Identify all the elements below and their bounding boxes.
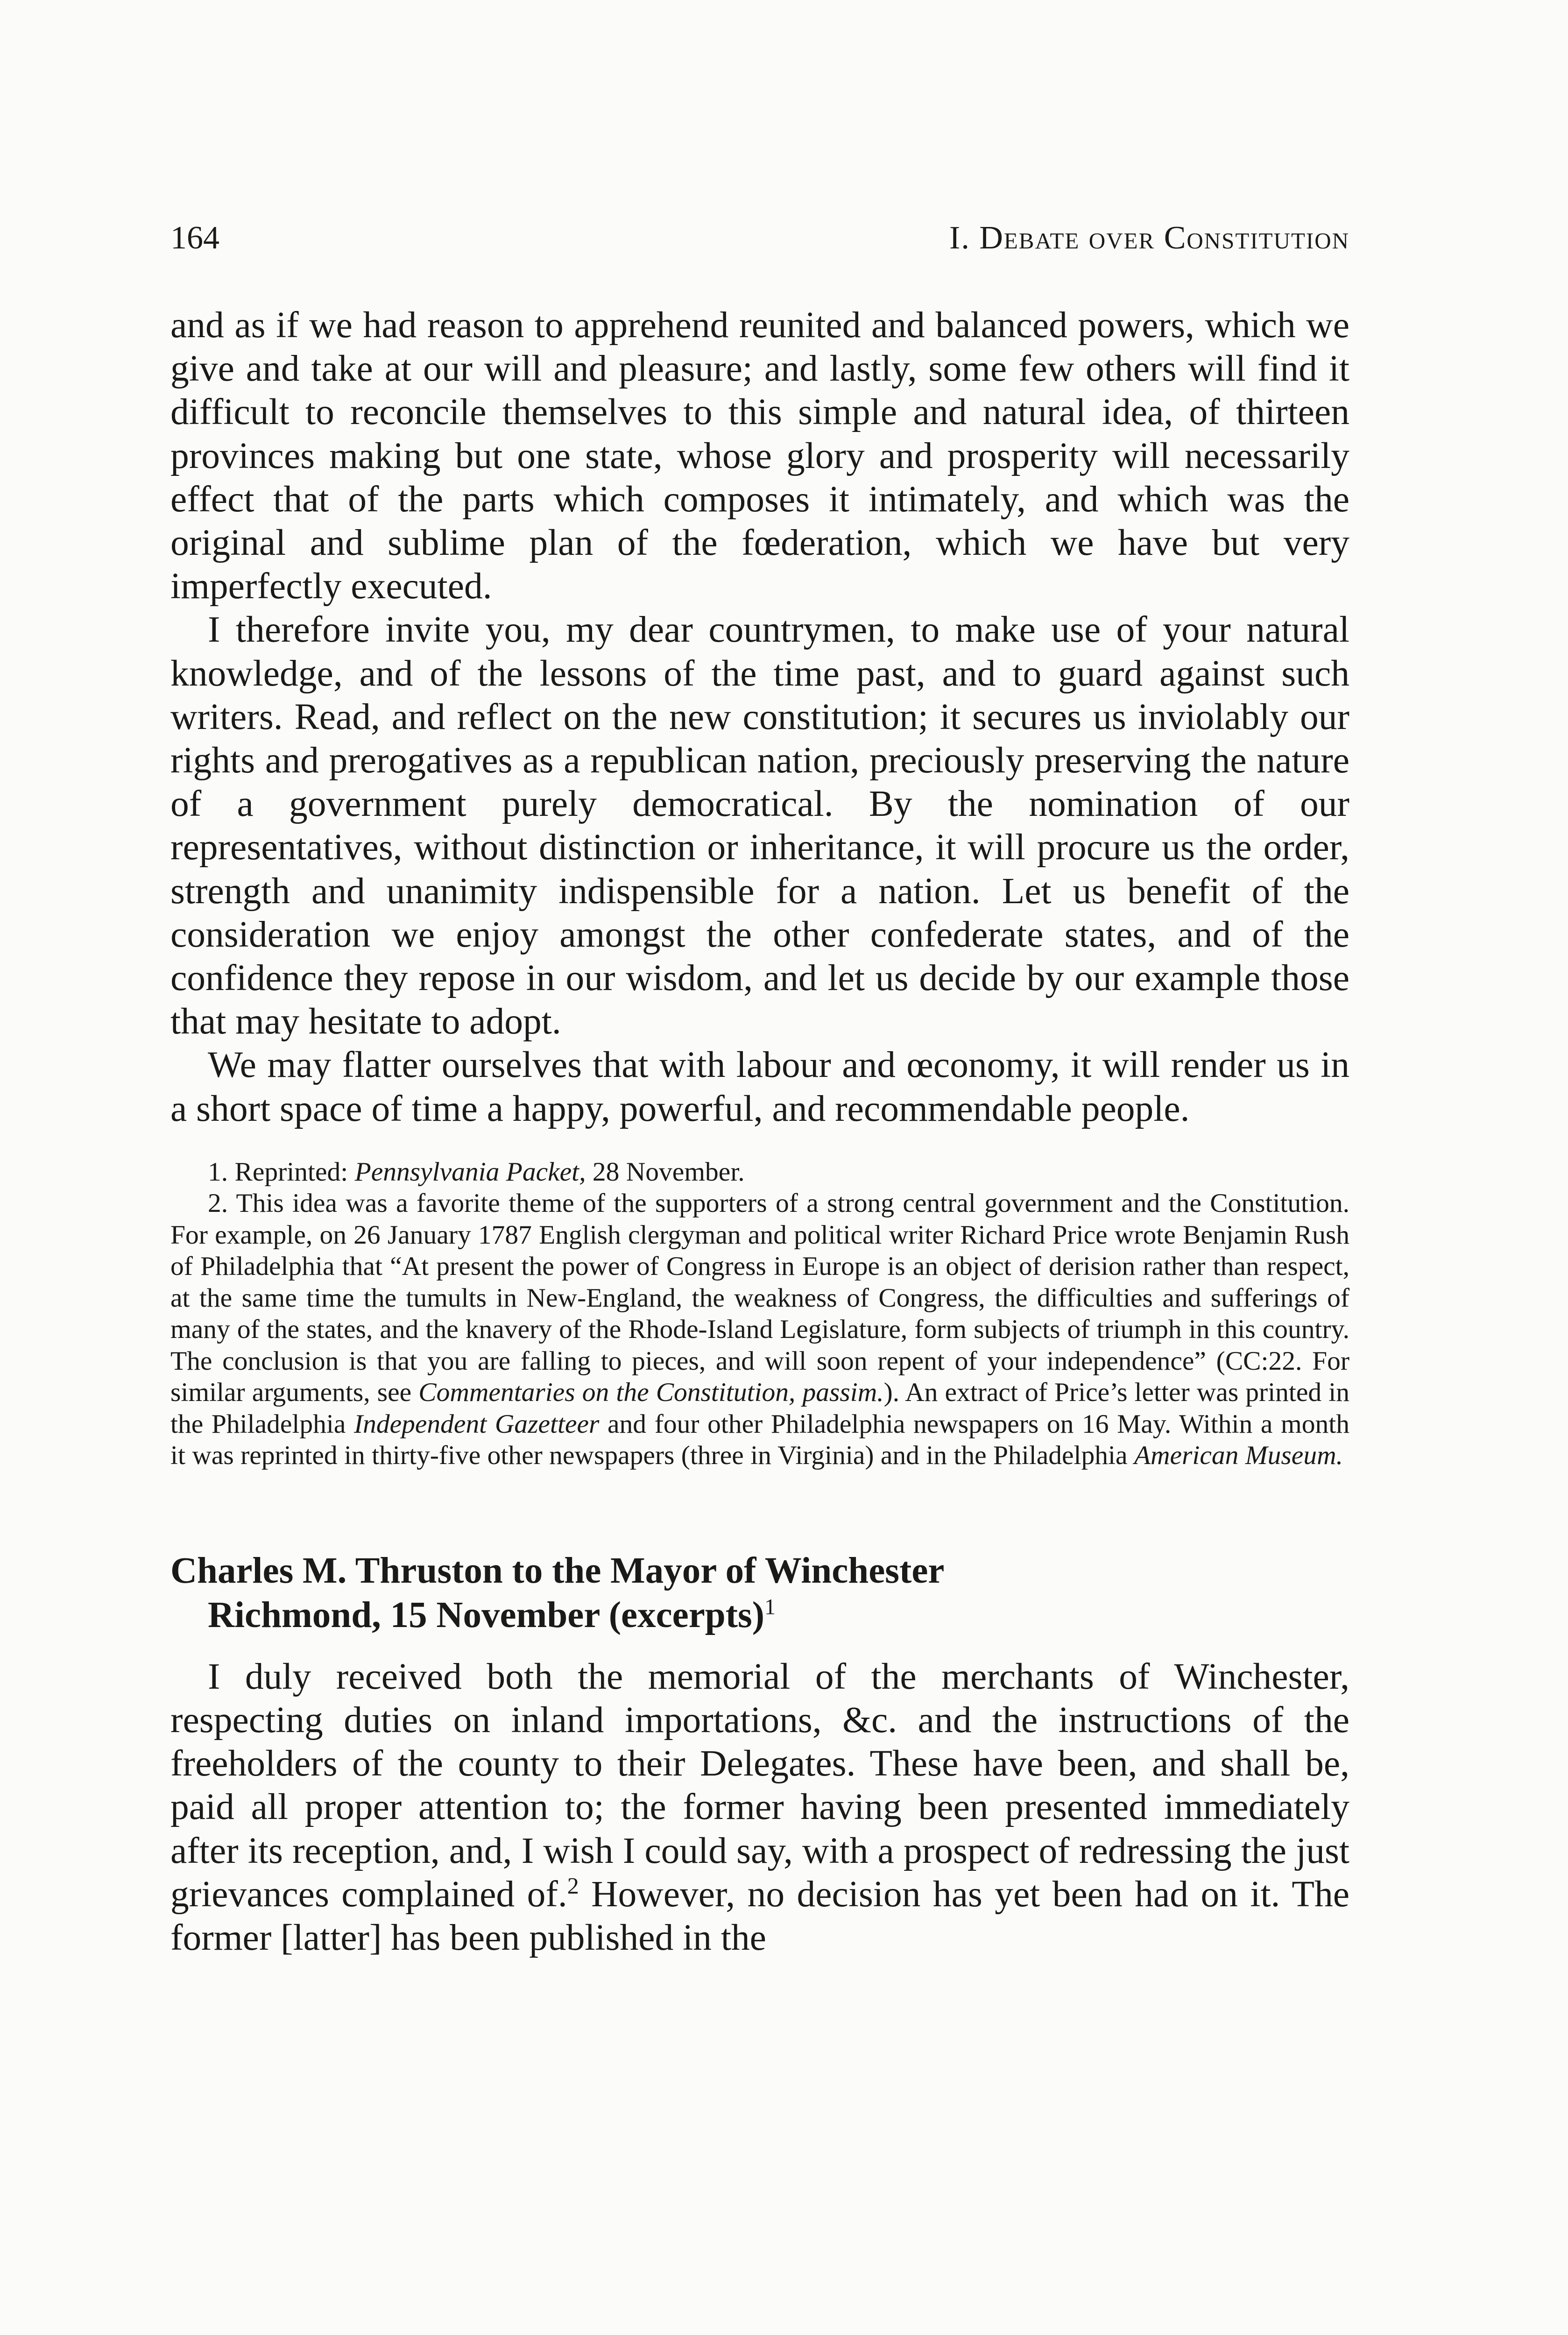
heading-place-date: Richmond, 15 November (excerpts)$^1$ xyxy=(208,1594,776,1635)
page-number: 164 xyxy=(170,220,219,256)
footnote-2: 2. This idea was a favorite theme of the supporters of a strong central government and the Constitution. For example, on 26 January 1787 English clergyman and political writer Richard Price wrote Benjamin Rush of Philadelphia that “At present the power of Congress in Europe is an object of derision rather than respect, at the same time the tumults in New-England, the weakness of Congress, the difficulties and sufferings of many of the states, and the knavery of the Rhode-Island Legislature, form subjects of triumph in this country. The conclusion is that you are falling to pieces, and will soon repent of your independence” (CC:22. For similar arguments, see Commentaries on the Constitution, passim.). An extract of Price’s letter was printed in the Philadelphia Independent Gazetteer and four other Philadelphia newspapers on 16 May. Within a month it was reprinted in thirty-five other newspapers (three in Virginia) and in the Philadelphia American Museum. xyxy=(170,1189,1349,1471)
footnote-ref: 1 xyxy=(764,1594,776,1620)
footnote-ref: 2 xyxy=(567,1872,579,1899)
document-page xyxy=(170,219,1349,1960)
footnote-1: 1. Reprinted: Pennsylvania Packet, 28 November. xyxy=(208,1157,745,1187)
heading-title: Charles M. Thruston to the Mayor of Winchester xyxy=(170,1550,945,1591)
letter-text xyxy=(170,1655,1349,1960)
document-heading xyxy=(170,1549,1349,1637)
paragraph: and as if we had reason to apprehend reunited and balanced powers, which we give and take at our will and pleasure; and lastly, some few others will find it difficult to reconcile themselves to this simple and natural idea, of thirteen provinces making but one state, whose glory and prosperity will necessarily effect that of the parts which composes it intimately, and which was the original and sublime plan of the fœderation, which we have but very imperfectly executed. xyxy=(170,304,1349,607)
running-head xyxy=(170,219,1349,271)
running-title: I. Debate over Constitution xyxy=(949,220,1349,256)
paragraph: I therefore invite you, my dear countrymen, to make use of your natural knowledge, and of the lessons of the time past, and to guard against such writers. Read, and reflect on the new constitution; it secures us inviolably our rights and prerogatives as a republican nation, preciously preserving the nature of a government purely democratical. By the nomination of our representatives, without distinction or inheritance, it will procure us the order, strength and unanimity indispensible for a nation. Let us benefit of the consideration we enjoy amongst the other confederate states, and of the confidence they repose in our wisdom, and let us decide by our example those that may hesitate to adopt. xyxy=(170,609,1349,1042)
footnotes xyxy=(170,1156,1349,1472)
paragraph: I duly received both the memorial of the merchants of Winchester, respecting duties on inland importations, &c. and the instructions of the freeholders of the county to their Delegates. These have been, and shall be, paid all proper attention to; the former having been presented immediately after its reception, and, I wish I could say, with a prospect of redressing the just grievances complained of.$^2$ However, no decision has yet been had on it. The former [latter] has been published in the xyxy=(170,1656,1349,1959)
essay-text xyxy=(170,304,1349,1131)
paragraph: We may flatter ourselves that with labour and œconomy, it will render us in a short space of time a happy, powerful, and recommendable people. xyxy=(170,1044,1349,1129)
